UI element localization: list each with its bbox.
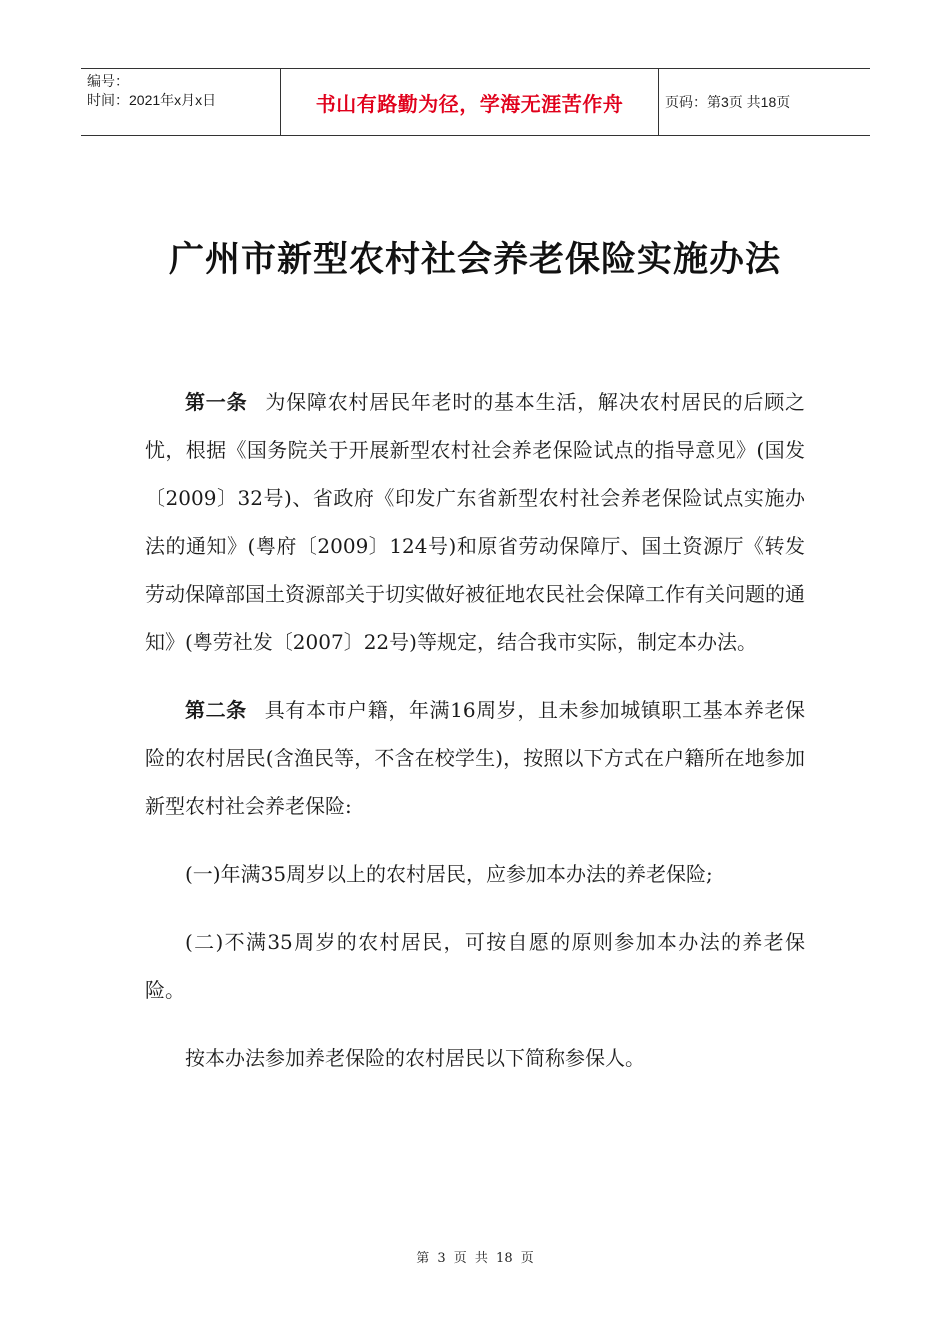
article-number: 第二条: [185, 698, 247, 722]
header-page-cell: [659, 69, 870, 135]
time-label: 时间：2021年x月x日: [87, 92, 217, 108]
header-motto-cell: [281, 69, 659, 135]
page-footer: 第 3 页 共 18 页: [416, 1251, 534, 1266]
list-item: (二)不满35周岁的农村居民，可按自愿的原则参加本办法的养老保险。: [145, 930, 805, 1002]
article-2: [145, 686, 805, 830]
page-info: 页码：第3页 共18页: [665, 94, 791, 110]
motto-text: 书山有路勤为径，学海无涯苦作舟: [315, 91, 624, 116]
number-label: 编号：: [87, 73, 129, 89]
header-meta-cell: [81, 69, 281, 135]
document-header: [81, 68, 870, 136]
article-number: 第一条: [185, 390, 248, 414]
document-body: [145, 378, 805, 1102]
article-text: 为保障农村居民年老时的基本生活，解决农村居民的后顾之忧，根据《国务院关于开展新型农村社会养老保险试点的指导意见》(国发〔2009〕32号)、省政府《印发广东省新型农村社会养老保险试点实施办法的通知》(粤府〔2009〕124号)和原省劳动保障厅、国土资源厅《转发劳动保障部国土资源部关于切实做好被征地农民社会保障工作有关问题的通知》(粤劳社发〔2007〕22号)等规定，结合我市实际，制定本办法。: [145, 390, 806, 654]
article-1: [145, 378, 805, 666]
document-title: 广州市新型农村社会养老保险实施办法: [168, 240, 781, 280]
closing-note: 按本办法参加养老保险的农村居民以下简称参保人。: [185, 1046, 645, 1070]
article-text: 具有本市户籍，年满16周岁，且未参加城镇职工基本养老保险的农村居民(含渔民等，不含在校学生)，按照以下方式在户籍所在地参加新型农村社会养老保险:: [145, 698, 806, 818]
list-item: (一)年满35周岁以上的农村居民，应参加本办法的养老保险;: [185, 862, 713, 886]
